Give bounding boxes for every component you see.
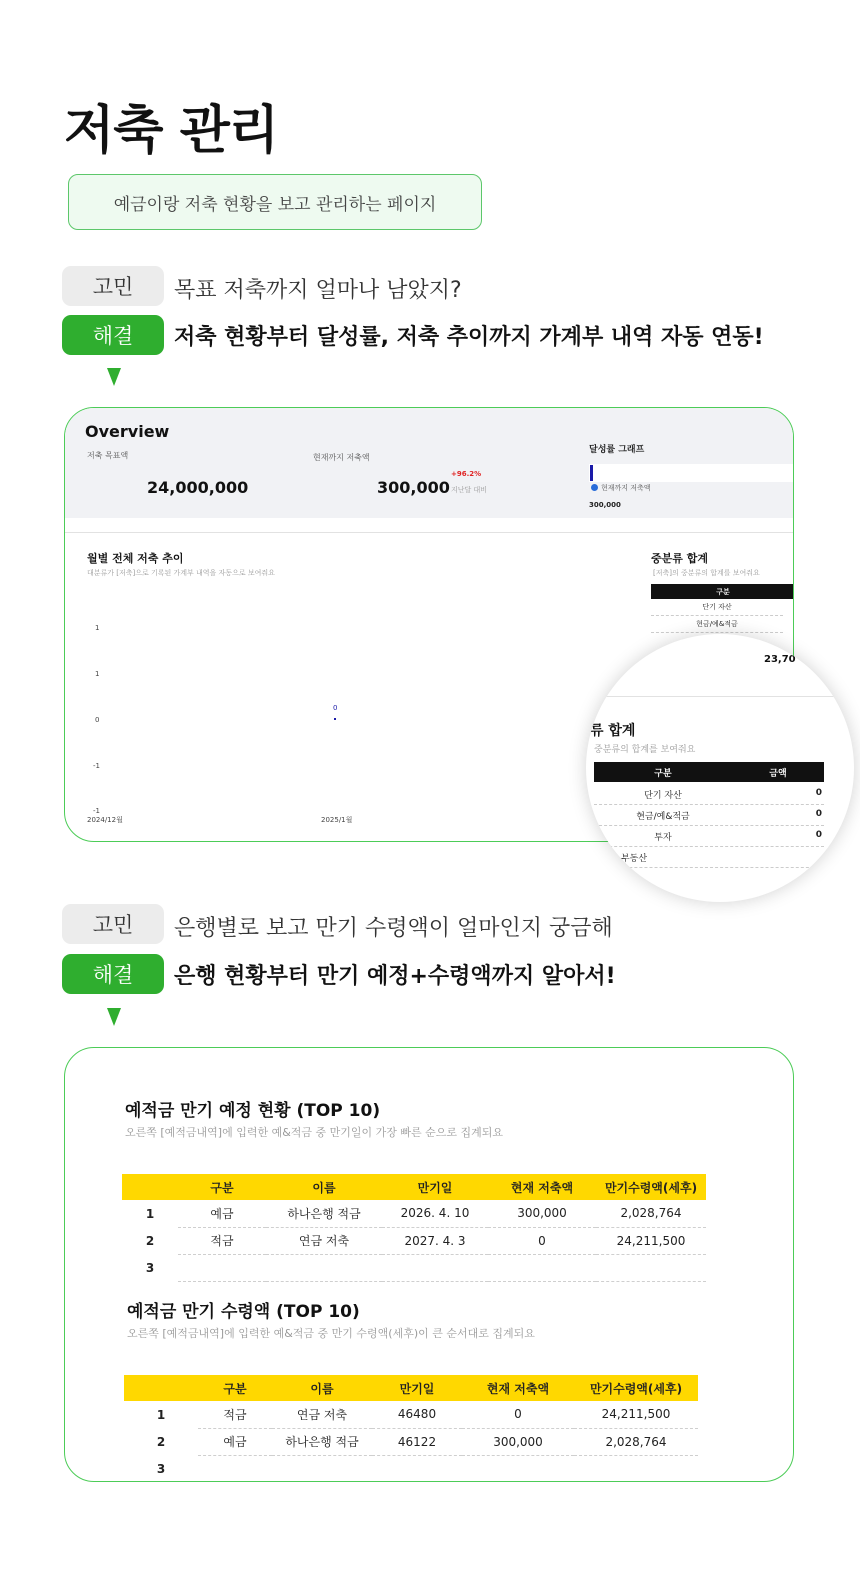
rate-legend: 현재까지 저축액	[601, 484, 651, 492]
solution-text-2: 은행 현황부터 만기 예정+수령액까지 알아서!	[174, 964, 616, 989]
cell-name: 연금 저축	[266, 1227, 382, 1254]
cell-name: 하나은행 적금	[266, 1200, 382, 1227]
table-row	[124, 1428, 698, 1455]
y-tick: 1	[95, 670, 100, 678]
zoom-row-name: 현금/예&적금	[636, 812, 690, 822]
partial-total: 23,70	[764, 654, 796, 665]
solution-tag: 해결	[62, 315, 164, 355]
header-cell: 현재 저축액	[488, 1174, 596, 1200]
cell-name: 연금 저축	[272, 1401, 372, 1428]
subcategory-header: 구분	[651, 584, 794, 599]
row-index: 2	[156, 1434, 166, 1449]
problem-tag: 고민	[62, 266, 164, 306]
zoom-row-amount: 0	[815, 809, 822, 819]
change-percent: +96.2%	[451, 470, 482, 478]
header-cell: 구분	[178, 1174, 266, 1200]
header-cell: 이름	[266, 1174, 382, 1200]
problem-tag-2: 고민	[62, 904, 164, 944]
zoom-row	[594, 784, 824, 805]
zoom-row	[594, 805, 824, 826]
header-cell	[122, 1174, 178, 1200]
monthly-title: 월별 전체 저축 추이	[87, 552, 184, 565]
y-tick: -1	[93, 807, 100, 815]
cell-current: 0	[462, 1401, 574, 1428]
page-title: 저축 관리	[64, 101, 279, 161]
maturity-panel	[64, 1047, 794, 1482]
legend-dot-icon	[591, 484, 598, 491]
cell-date	[372, 1455, 462, 1482]
change-label: 지난달 대비	[451, 486, 488, 494]
problem-text-2: 은행별로 보고 만기 수령액이 얼마인지 궁금해	[174, 916, 613, 941]
rate-graph-track	[589, 464, 794, 482]
rate-value: 300,000	[589, 501, 621, 509]
cell-type: 예금	[198, 1428, 272, 1455]
cell-type: 적금	[178, 1227, 266, 1254]
table-row	[124, 1455, 698, 1482]
x-tick: 2025/1월	[321, 816, 353, 824]
goal-value: 24,000,000	[147, 478, 249, 497]
x-tick: 2024/12월	[87, 816, 123, 824]
overview-divider	[65, 532, 794, 533]
header-cell: 만기일	[382, 1174, 488, 1200]
solution-tag-2: 해결	[62, 954, 164, 994]
rate-graph-bar	[590, 465, 593, 481]
monthly-desc: 대분류가 [저축]으로 기록된 가계부 내역을 자동으로 보여줘요	[87, 569, 275, 577]
zoom-row-name: 투자	[654, 833, 672, 843]
table-row	[122, 1227, 706, 1254]
subcategory-row: 단기 자산	[651, 599, 783, 616]
zoom-desc: 중분류의 합계를 보여줘요	[594, 745, 696, 755]
schedule-desc: 오른쪽 [예적금내역]에 입력한 예&적금 중 만기일이 가장 빠른 순으로 집계되요	[125, 1126, 504, 1139]
cell-date	[382, 1254, 488, 1281]
cell-date: 46480	[372, 1401, 462, 1428]
schedule-table	[122, 1174, 706, 1282]
header-cell: 이름	[272, 1375, 372, 1401]
cell-maturity: 24,211,500	[574, 1401, 698, 1428]
zoom-magnifier	[586, 634, 854, 902]
header-cell: 만기수령액(세후)	[574, 1375, 698, 1401]
amount-title: 예적금 만기 수령액 (TOP 10)	[127, 1302, 360, 1322]
table-header-row	[122, 1174, 706, 1200]
cell-name	[266, 1254, 382, 1281]
overview-band	[65, 408, 794, 518]
header-cell: 만기수령액(세후)	[596, 1174, 706, 1200]
data-point	[334, 718, 336, 720]
zoom-title: 류 합계	[590, 723, 636, 739]
cell-maturity: 24,211,500	[596, 1227, 706, 1254]
down-arrow-icon	[107, 1008, 121, 1026]
cell-type: 예금	[178, 1200, 266, 1227]
down-arrow-icon	[107, 368, 121, 386]
table-row	[124, 1401, 698, 1428]
page-subtitle: 예금이랑 저축 현황을 보고 관리하는 페이지	[68, 174, 482, 230]
zoom-col-amount: 금액	[732, 762, 824, 782]
current-label: 현재까지 저축액	[313, 453, 370, 462]
cell-maturity	[574, 1455, 698, 1482]
goal-label: 저축 목표액	[87, 451, 129, 460]
current-value: 300,000	[377, 478, 450, 497]
schedule-title: 예적금 만기 예정 현황 (TOP 10)	[125, 1101, 381, 1121]
header-cell	[124, 1375, 198, 1401]
row-index: 3	[156, 1461, 166, 1476]
zoom-row-amount: 0	[815, 830, 822, 840]
table-row	[122, 1254, 706, 1281]
zoom-row-name: 단기 자산	[644, 791, 682, 801]
row-index: 1	[156, 1407, 166, 1422]
cell-current: 300,000	[488, 1200, 596, 1227]
zoom-row-amount: 0	[815, 788, 822, 798]
header-cell: 만기일	[372, 1375, 462, 1401]
subcategory-title: 중분류 합계	[651, 552, 708, 565]
amount-table	[124, 1375, 698, 1482]
cell-type	[198, 1455, 272, 1482]
subcategory-desc: [저축]의 중분류의 합계를 보여줘요	[653, 569, 760, 577]
zoom-row-name: 부동산	[620, 854, 648, 864]
zoom-row	[594, 826, 824, 847]
cell-type	[178, 1254, 266, 1281]
cell-current	[488, 1254, 596, 1281]
cell-current: 300,000	[462, 1428, 574, 1455]
cell-name	[272, 1455, 372, 1482]
header-cell: 구분	[198, 1375, 272, 1401]
row-index: 1	[145, 1206, 155, 1221]
problem-text: 목표 저축까지 얼마나 남았지?	[174, 278, 462, 303]
cell-current	[462, 1455, 574, 1482]
row-index: 3	[145, 1260, 155, 1275]
cell-maturity: 2,028,764	[574, 1428, 698, 1455]
zoom-col-name: 구분	[594, 762, 732, 782]
cell-type: 적금	[198, 1401, 272, 1428]
solution-text: 저축 현황부터 달성률, 저축 추이까지 가계부 내역 자동 연동!	[174, 325, 764, 350]
zoom-divider	[586, 696, 854, 697]
header-cell: 현재 저축액	[462, 1375, 574, 1401]
table-row	[122, 1200, 706, 1227]
y-tick: 1	[95, 624, 100, 632]
cell-maturity: 2,028,764	[596, 1200, 706, 1227]
amount-desc: 오른쪽 [예적금내역]에 입력한 예&적금 중 만기 수령액(세후)이 큰 순서대로 집계되요	[127, 1327, 535, 1340]
cell-current: 0	[488, 1227, 596, 1254]
point-label: 0	[333, 704, 338, 712]
cell-date: 2027. 4. 3	[382, 1227, 488, 1254]
cell-maturity	[596, 1254, 706, 1281]
zoom-row	[594, 847, 824, 868]
y-tick: -1	[93, 762, 100, 770]
row-index: 2	[145, 1233, 155, 1248]
table-header-row	[124, 1375, 698, 1401]
overview-title: Overview	[85, 422, 170, 441]
y-tick: 0	[95, 716, 100, 724]
cell-date: 46122	[372, 1428, 462, 1455]
cell-date: 2026. 4. 10	[382, 1200, 488, 1227]
rate-graph-title: 달성률 그래프	[589, 445, 645, 455]
cell-name: 하나은행 적금	[272, 1428, 372, 1455]
subcategory-row: 현금/예&적금	[651, 616, 783, 633]
